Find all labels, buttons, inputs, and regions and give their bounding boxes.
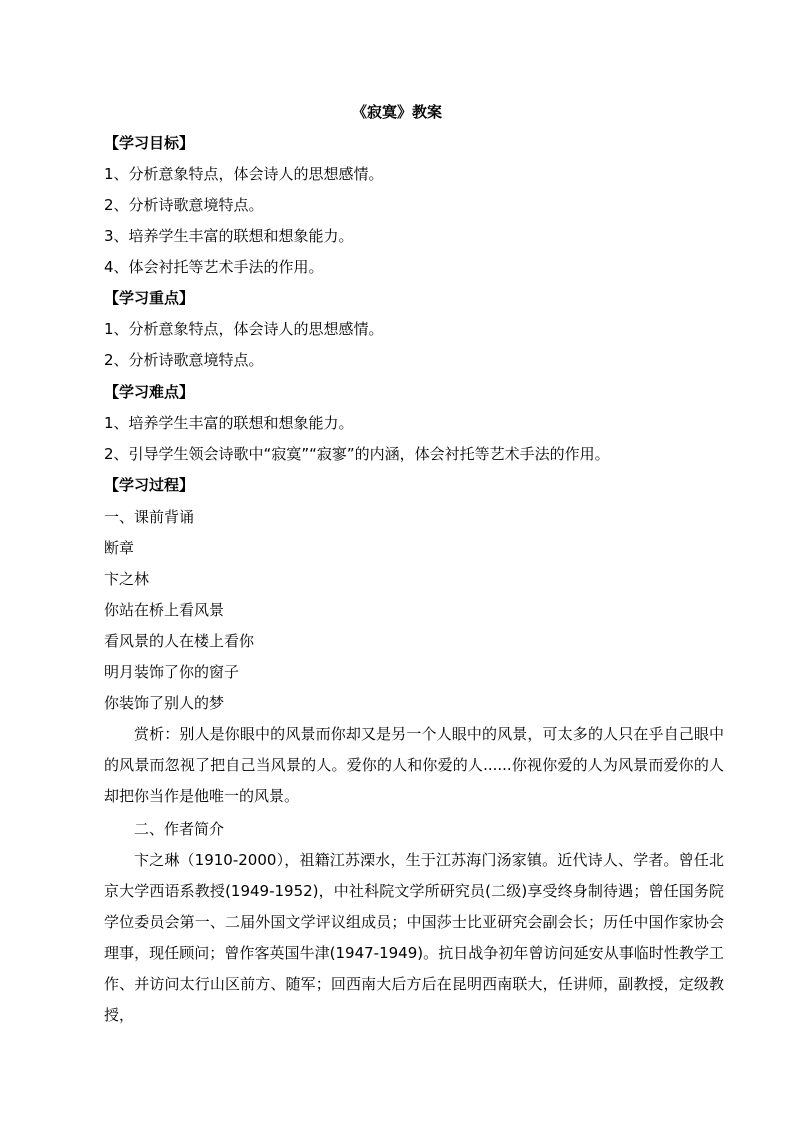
poem-author: 卞之林 xyxy=(104,570,150,588)
goal-item: 4、体会衬托等艺术手法的作用。 xyxy=(104,258,324,276)
difficult-point-item: 1、培养学生丰富的联想和想象能力。 xyxy=(104,414,354,432)
key-points-heading: 【学习重点】 xyxy=(104,289,195,307)
author-bio-paragraph: 卞之琳（1910-2000），祖籍江苏溧水，生于江苏海门汤家镇。近代诗人、学者。曾任北京大学西语系教授(1949-1952)，中社科院文学所研究员(二级)享受终身制待遇；曾任国务院学位委员会第一、二届外国文学评议组成员；中国莎士比亚研究会副会长；历任中国作家协会理事，现任顾问；曾作客英国牛津(1947-1949)。抗日战争初年曾访问延安从事临时性教学工作、并访问太行山区前方、随军；回西南大后方后在昆明西南联大，任讲师，副教授，定级教授， xyxy=(104,851,724,1024)
goal-item: 1、分析意象特点，体会诗人的思想感情。 xyxy=(104,165,384,183)
appreciation-paragraph: 赏析：别人是你眼中的风景而你却又是另一个人眼中的风景，可太多的人只在乎自己眼中的风景而忽视了把自己当风景的人。爱你的人和你爱的人......你视你爱的人为风景而爱你的人却把你当作是他唯一的风景。 xyxy=(104,725,724,805)
difficult-point-item: 2、引导学生领会诗歌中“寂寞”“寂寥”的内涵，体会衬托等艺术手法的作用。 xyxy=(104,445,610,463)
goals-heading: 【学习目标】 xyxy=(104,134,195,152)
key-point-item: 1、分析意象特点，体会诗人的思想感情。 xyxy=(104,320,384,338)
poem-line: 看风景的人在楼上看你 xyxy=(104,632,255,650)
document-title: 《寂寞》教案 xyxy=(351,103,442,121)
goal-item: 3、培养学生丰富的联想和想象能力。 xyxy=(104,227,354,245)
process-subheading-recite: 一、课前背诵 xyxy=(104,508,195,526)
process-heading: 【学习过程】 xyxy=(104,476,195,494)
poem-title: 断章 xyxy=(104,539,135,557)
poem-line: 你装饰了别人的梦 xyxy=(104,694,225,712)
poem-line: 你站在桥上看风景 xyxy=(104,601,225,619)
key-point-item: 2、分析诗歌意境特点。 xyxy=(104,351,264,369)
poem-line: 明月装饰了你的窗子 xyxy=(104,663,240,681)
difficult-points-heading: 【学习难点】 xyxy=(104,383,195,401)
goal-item: 2、分析诗歌意境特点。 xyxy=(104,196,264,214)
process-subheading-author: 二、作者简介 xyxy=(134,820,225,838)
